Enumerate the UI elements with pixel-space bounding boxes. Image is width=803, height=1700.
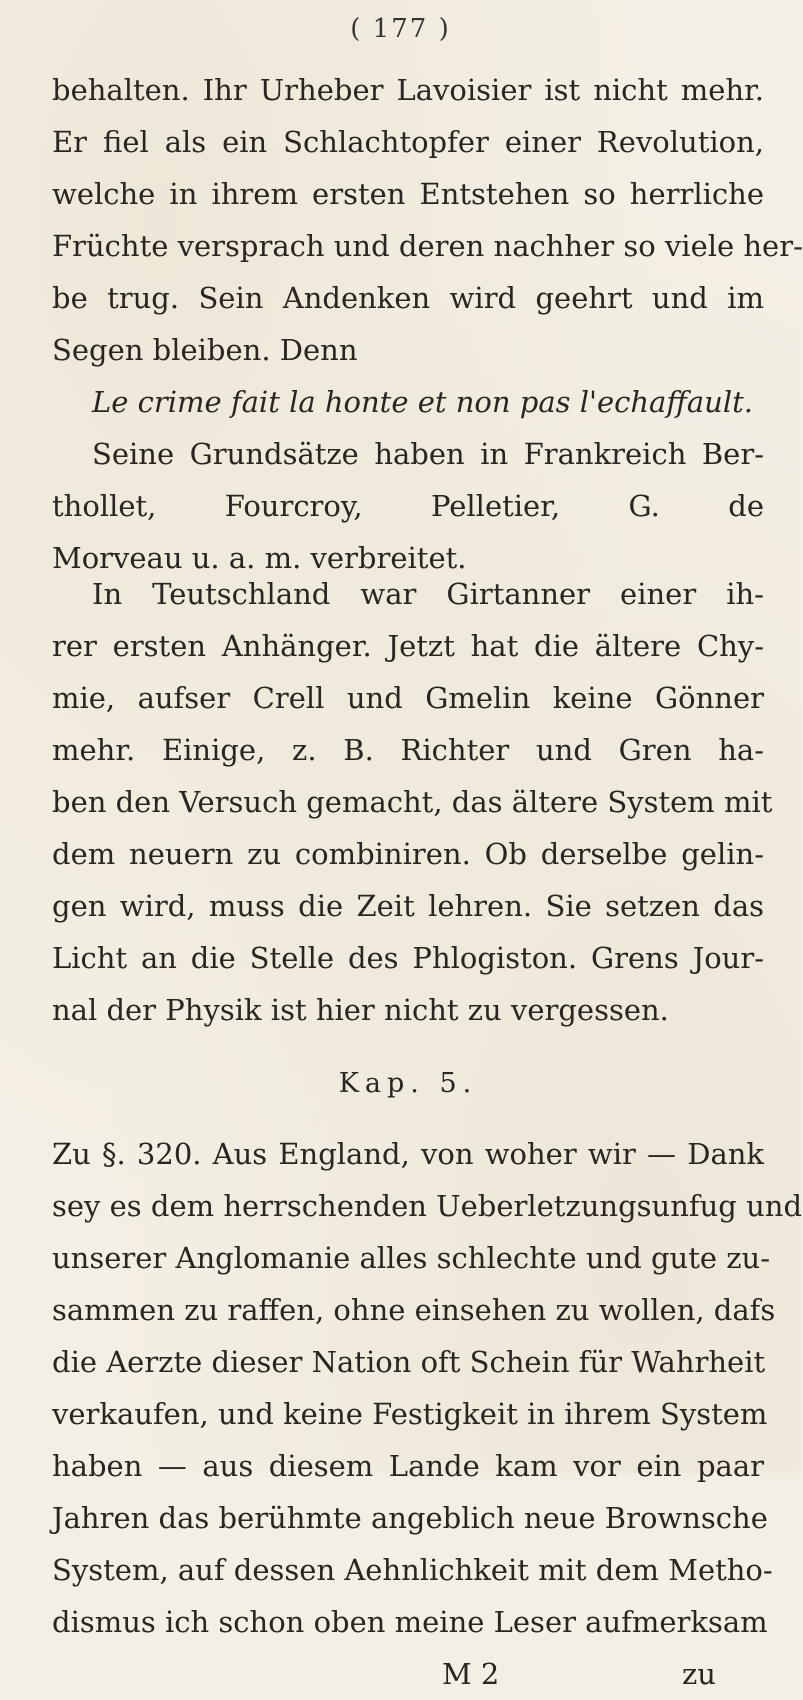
text-line: dem neuern zu combiniren. Ob derselbe gelin- <box>52 837 764 871</box>
paragraph-3 <box>52 568 773 1036</box>
lower-text <box>52 568 803 1700</box>
text-line: Zu §. 320. Aus England, von woher wir — Dank <box>52 1137 764 1171</box>
text-line: sammen zu raffen, ohne einsehen zu wollen, dafs <box>52 1293 776 1327</box>
page-number: ( 177 ) <box>350 14 451 44</box>
text-line: welche in ihrem ersten Entstehen so herrliche <box>52 177 764 211</box>
text-line: behalten. Ihr Urheber Lavoisier ist nicht mehr. <box>52 73 764 107</box>
catchword: zu <box>682 1657 716 1691</box>
text-line: ben den Versuch gemacht, das ältere System mit <box>52 785 773 819</box>
text-line: Er fiel als ein Schlachtopfer einer Revolution, <box>52 125 764 159</box>
upper-text <box>52 64 803 584</box>
text-line: gen wird, muss die Zeit lehren. Sie setzen das <box>52 889 764 923</box>
text-line: be trug. Sein Andenken wird geehrt und im <box>52 281 764 315</box>
text-line: verkaufen, und keine Festigkeit in ihrem System <box>52 1397 768 1431</box>
paragraph-1 <box>52 64 803 376</box>
text-line: Früchte versprach und deren nachher so viele her- <box>52 229 803 263</box>
text-line: nal der Physik ist hier nicht zu vergessen. <box>52 993 669 1027</box>
text-line: mie, aufser Crell und Gmelin keine Gönner <box>52 681 764 715</box>
text-line: haben — aus diesem Lande kam vor ein paar <box>52 1449 764 1483</box>
text-line: die Aerzte dieser Nation oft Schein für Wahrheit <box>52 1345 766 1379</box>
page-footer <box>52 1648 764 1700</box>
text-line: unserer Anglomanie alles schlechte und gute zu- <box>52 1241 771 1275</box>
chapter-heading: Kap. 5. <box>338 1068 478 1099</box>
text-line: mehr. Einige, z. B. Richter und Gren ha- <box>52 733 764 767</box>
text-line: System, auf dessen Aehnlichkeit mit dem Metho- <box>52 1553 773 1587</box>
text-line: Morveau u. a. m. verbreitet. <box>52 541 467 575</box>
text-line: Jahren das berühmte angeblich neue Brownsche <box>52 1501 768 1535</box>
text-line: dismus ich schon oben meine Leser aufmerksam <box>52 1605 768 1639</box>
text-line: rer ersten Anhänger. Jetzt hat die ältere Chy- <box>52 629 764 663</box>
text-line: Seine Grundsätze haben in Frankreich Ber- <box>92 437 764 471</box>
french-quote: Le crime fait la honte et non pas l'echaffault. <box>92 385 753 419</box>
signature-mark: M 2 <box>442 1657 500 1691</box>
paragraph-4 <box>52 1128 803 1648</box>
paragraph-2 <box>52 428 764 584</box>
text-line: thollet, Fourcroy, Pelletier, G. de <box>52 489 764 523</box>
text-line: Segen bleiben. Denn <box>52 333 358 367</box>
text-line: Licht an die Stelle des Phlogiston. Grens Jour- <box>52 941 764 975</box>
text-line: In Teutschland war Girtanner einer ih- <box>92 577 764 611</box>
text-line: sey es dem herrschenden Ueberletzungsunfug und <box>52 1189 803 1223</box>
